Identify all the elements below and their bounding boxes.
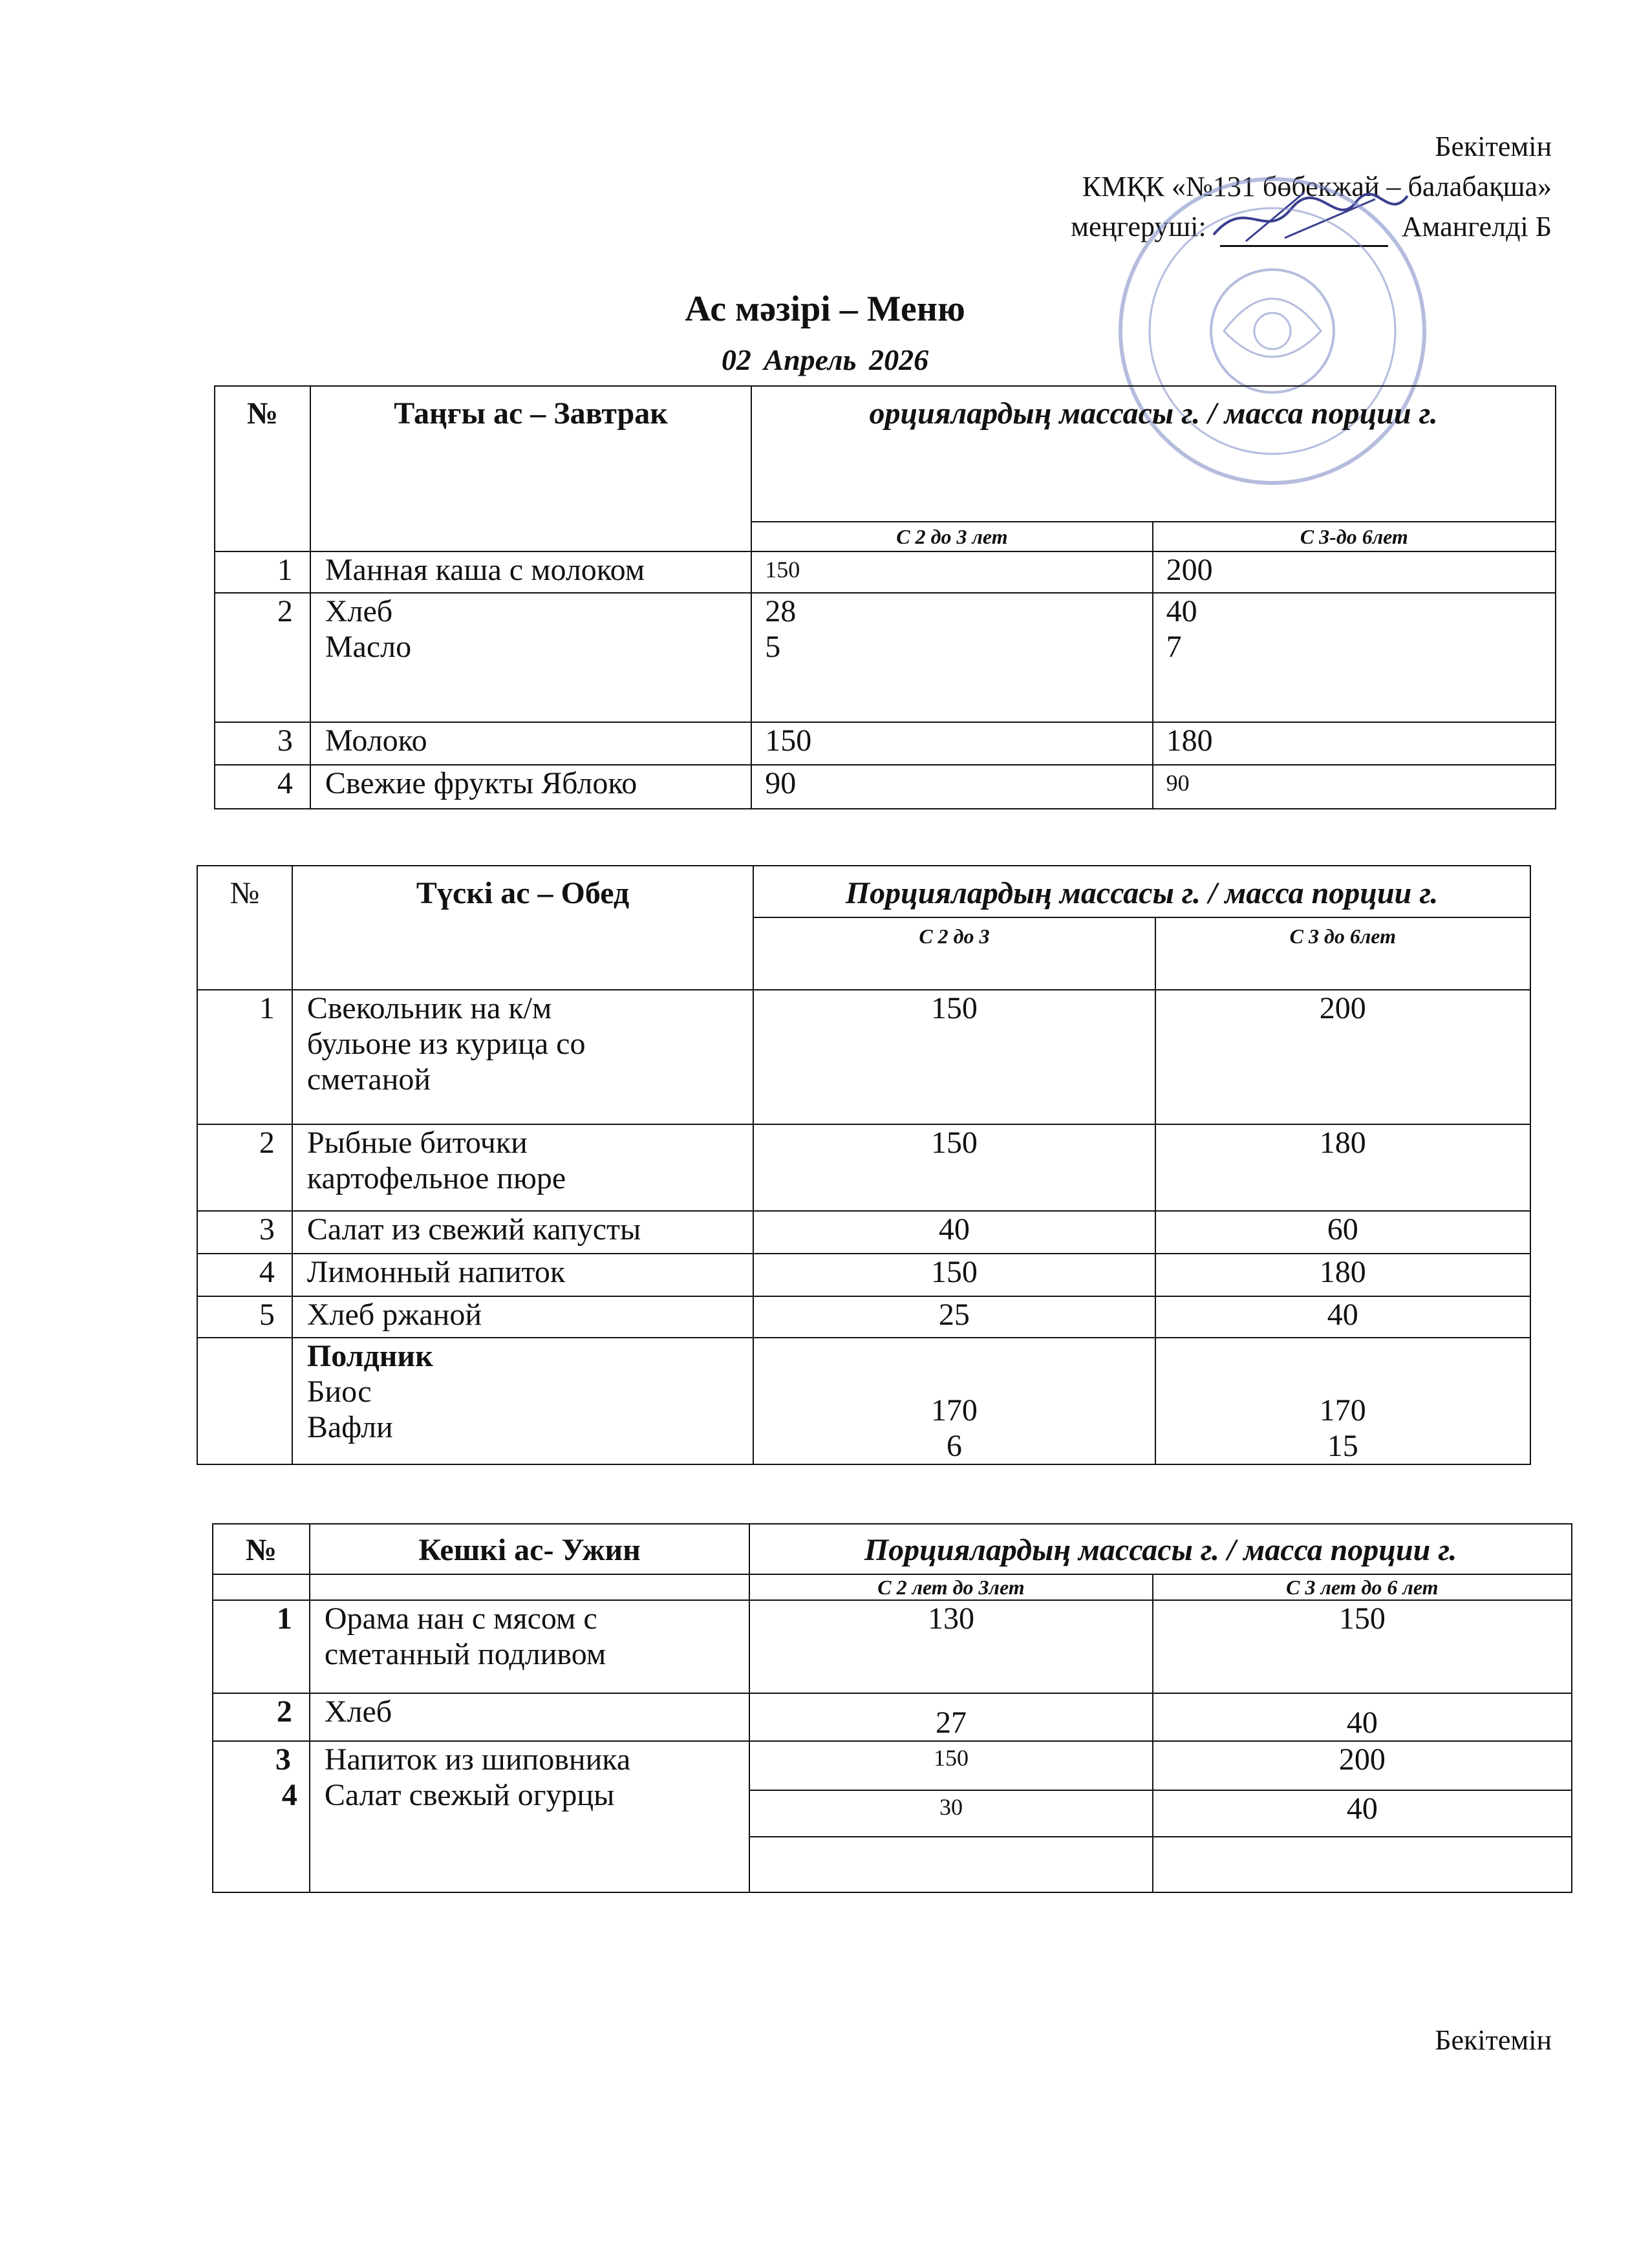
dish-name: Хлеб ржаной <box>292 1296 753 1338</box>
portion-age-1: 150 <box>751 722 1152 765</box>
dish-name: Лимонный напиток <box>292 1254 753 1296</box>
table-row <box>197 1124 1530 1211</box>
row-number: 1 <box>213 1600 310 1693</box>
dish-line: Вафли <box>306 1410 393 1444</box>
row-number: 3 <box>215 722 310 765</box>
portion-age-2: 180 <box>1153 722 1556 765</box>
portion-age-1: 30 <box>749 1790 1152 1837</box>
portion-age-2: 200 <box>1153 1741 1572 1790</box>
dinner-no-header: № <box>213 1524 310 1574</box>
dish-line: картофельное пюре <box>306 1161 566 1195</box>
menu-date: 02 Апрель 2026 <box>721 343 929 376</box>
breakfast-table <box>214 385 1556 809</box>
portion-age-1 <box>753 1338 1155 1464</box>
portion-age-2: 150 <box>1153 1600 1572 1693</box>
dish-name <box>292 990 753 1124</box>
row-number: 5 <box>197 1296 292 1338</box>
dish-line: Биос <box>306 1375 372 1409</box>
portion-age-1: 150 <box>749 1741 1152 1790</box>
approval-organization: КМҚК «№131 бөбекжай – балабақша» <box>1082 171 1552 202</box>
table-row <box>213 1600 1572 1693</box>
dish-name: Манная каша с молоком <box>310 551 751 593</box>
portion-line: 6 <box>946 1429 962 1463</box>
table-row <box>213 1693 1572 1741</box>
table-row <box>215 593 1556 722</box>
table-row <box>213 1741 1572 1790</box>
portion-age-2: 60 <box>1155 1211 1530 1254</box>
portion-age-1: 90 <box>751 765 1152 809</box>
portion-age-2: 90 <box>1153 765 1556 809</box>
head-label: меңгеруші: <box>1071 211 1206 242</box>
dish-name: Свежие фрукты Яблоко <box>310 765 751 809</box>
lunch-age-1: С 2 до 3 <box>753 917 1155 990</box>
portion-age-2 <box>1155 1338 1530 1464</box>
dinner-meal-header: Кешкі ас- Ужин <box>310 1524 749 1574</box>
row-number: 2 <box>215 593 310 722</box>
portion-age-1: 150 <box>753 1254 1155 1296</box>
dish-line: Масло <box>325 630 412 664</box>
portion-age-1: 150 <box>753 990 1155 1124</box>
portion-age-1 <box>751 593 1152 722</box>
dish-name <box>310 1741 749 1892</box>
portion-line: 40 <box>1166 594 1197 628</box>
lunch-table <box>197 865 1531 1465</box>
portion-age-2: 200 <box>1153 551 1556 593</box>
row-number: 2 <box>213 1693 310 1741</box>
portion-age-1: 27 <box>749 1693 1152 1741</box>
portion-age-2 <box>1153 593 1556 722</box>
portion-line: 7 <box>1166 630 1182 664</box>
portion-line: 170 <box>1319 1393 1366 1428</box>
row-number: 2 <box>197 1124 292 1211</box>
row-number-4: 4 <box>281 1778 297 1812</box>
dish-line: Хлеб <box>325 594 393 628</box>
footer-approval: Бекітемін <box>1435 2024 1552 2056</box>
portion-age-1: 150 <box>753 1124 1155 1211</box>
lunch-no-header: № <box>197 866 292 990</box>
dinner-header-spacer <box>213 1574 310 1600</box>
page-title: Ас мәзірі – Меню <box>685 289 965 329</box>
portion-age-1: 150 <box>751 551 1152 593</box>
table-row <box>197 1338 1530 1464</box>
portion-age-2: 200 <box>1155 990 1530 1124</box>
dish-name <box>310 593 751 722</box>
dish-line: Свекольник на к/м <box>306 991 552 1025</box>
portion-line: 15 <box>1327 1429 1358 1463</box>
table-row <box>197 1211 1530 1254</box>
portion-age-2: 180 <box>1155 1124 1530 1211</box>
table-row <box>197 1254 1530 1296</box>
dish-line: Салат свежый огурцы <box>324 1778 615 1812</box>
portion-age-2: 40 <box>1153 1693 1572 1741</box>
breakfast-meal-header: Таңғы ас – Завтрак <box>310 386 751 551</box>
portion-age-2: 180 <box>1155 1254 1530 1296</box>
portion-age-1: 40 <box>753 1211 1155 1254</box>
breakfast-no-header: № <box>215 386 310 551</box>
lunch-age-2: С 3 до 6лет <box>1155 917 1530 990</box>
table-row <box>215 722 1556 765</box>
dish-line: Орама нан с мясом с <box>324 1601 597 1636</box>
portion-age-2: 40 <box>1153 1790 1572 1837</box>
dish-line: Рыбные биточки <box>306 1126 528 1160</box>
dish-name <box>292 1338 753 1464</box>
approval-title: Бекітемін <box>1435 131 1552 162</box>
dinner-table <box>212 1523 1572 1893</box>
breakfast-age-1: С 2 до 3 лет <box>751 522 1152 551</box>
row-number <box>213 1741 310 1892</box>
portion-line: 170 <box>930 1393 978 1428</box>
row-number-3: 3 <box>275 1742 291 1777</box>
row-number: 3 <box>197 1211 292 1254</box>
portion-age-2: 40 <box>1155 1296 1530 1338</box>
row-number: 1 <box>197 990 292 1124</box>
breakfast-mass-header: орциялардың массасы г. / масса порции г. <box>751 386 1556 522</box>
portion-age-2 <box>1153 1837 1572 1892</box>
dish-name <box>292 1124 753 1211</box>
dinner-header-row <box>213 1524 1572 1574</box>
breakfast-age-2: С 3-до 6лет <box>1153 522 1556 551</box>
row-number: 4 <box>215 765 310 809</box>
snack-title: Полдник <box>306 1339 433 1373</box>
dinner-header-spacer <box>310 1574 749 1600</box>
table-row <box>215 551 1556 593</box>
breakfast-header-row <box>215 386 1556 522</box>
lunch-mass-header: Порциялардың массасы г. / масса порции г. <box>753 866 1530 917</box>
dish-name: Молоко <box>310 722 751 765</box>
row-number: 4 <box>197 1254 292 1296</box>
row-number: 1 <box>215 551 310 593</box>
table-row <box>197 990 1530 1124</box>
dinner-mass-header: Порциялардың массасы г. / масса порции г. <box>749 1524 1572 1574</box>
dish-line: бульоне из курица со <box>306 1027 586 1061</box>
dish-line: Напиток из шиповника <box>324 1742 631 1777</box>
head-name: Амангелді Б <box>1401 211 1552 242</box>
dish-line: сметаной <box>306 1062 431 1097</box>
portion-line: 5 <box>765 630 781 664</box>
row-number <box>197 1338 292 1464</box>
dish-line: сметанный подливом <box>324 1637 606 1671</box>
table-row <box>197 1296 1530 1338</box>
dish-name: Салат из свежий капусты <box>292 1211 753 1254</box>
portion-line: 28 <box>765 594 797 628</box>
dinner-age-1: С 2 лет до 3лет <box>749 1574 1152 1600</box>
portion-age-1 <box>749 1837 1152 1892</box>
dinner-age-2: С 3 лет до 6 лет <box>1153 1574 1572 1600</box>
dish-name <box>310 1600 749 1693</box>
lunch-meal-header: Түскі ас – Обед <box>292 866 753 990</box>
dish-name: Хлеб <box>310 1693 749 1741</box>
portion-age-1: 25 <box>753 1296 1155 1338</box>
portion-age-1: 130 <box>749 1600 1152 1693</box>
lunch-header-row <box>197 866 1530 917</box>
table-row <box>215 765 1556 809</box>
